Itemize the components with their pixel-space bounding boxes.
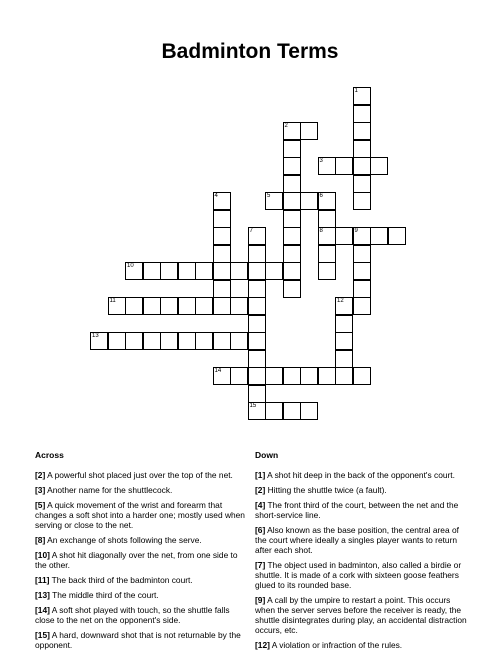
across-clue-15: [15] A hard, downward shot that is not returnable by the opponent. (35, 630, 241, 650)
clue-number: 6 (319, 193, 323, 199)
grid-cell[interactable] (230, 297, 248, 315)
grid-cell[interactable] (178, 332, 196, 350)
grid-cell[interactable] (265, 192, 283, 210)
grid-cell[interactable] (213, 367, 231, 385)
across-clue-14: [14] A soft shot played with touch, so the shuttle falls close to the net on the opponent's side. (35, 605, 230, 625)
grid-cell[interactable] (265, 262, 283, 280)
grid-cell[interactable] (90, 332, 108, 350)
grid-cell[interactable] (248, 402, 266, 420)
grid-cell[interactable] (213, 245, 231, 263)
grid-cell[interactable] (335, 315, 353, 333)
grid-cell[interactable] (353, 262, 371, 280)
grid-cell[interactable] (213, 192, 231, 210)
grid-cell[interactable] (353, 227, 371, 245)
clue-number: 5 (267, 193, 271, 199)
clue-number: 14 (214, 368, 222, 374)
down-clue-12: [12] A violation or infraction of the rules. (255, 640, 403, 650)
grid-cell[interactable] (353, 105, 371, 123)
grid-cell[interactable] (353, 280, 371, 298)
grid-cell[interactable] (353, 157, 371, 175)
grid-cell[interactable] (318, 227, 336, 245)
across-clue-2: [2] A powerful shot placed just over the top of the net. (35, 470, 233, 480)
grid-cell[interactable] (283, 245, 301, 263)
clue-number: 10 (127, 263, 134, 269)
grid-cell[interactable] (300, 402, 318, 420)
clue-number: 11 (109, 298, 116, 304)
grid-cell[interactable] (283, 140, 301, 158)
page-title: Badminton Terms (161, 40, 339, 63)
down-clue-2: [2] Hitting the shuttle twice (a fault). (255, 485, 387, 495)
grid-cell[interactable] (283, 227, 301, 245)
grid-cell[interactable] (300, 122, 318, 140)
across-clues (35, 450, 250, 655)
grid-cell[interactable] (318, 262, 336, 280)
grid-cell[interactable] (213, 210, 231, 228)
grid-cell[interactable] (388, 227, 406, 245)
grid-cell[interactable] (213, 280, 231, 298)
grid-cell[interactable] (230, 262, 248, 280)
grid-cell[interactable] (248, 350, 266, 368)
grid-cell[interactable] (283, 157, 301, 175)
grid-cell[interactable] (265, 367, 283, 385)
grid-cell[interactable] (195, 297, 213, 315)
grid-cell[interactable] (283, 122, 301, 140)
across-clue-10: [10] A shot hit diagonally over the net, from one side to the other. (35, 550, 238, 570)
grid-cell[interactable] (318, 157, 336, 175)
grid-cell[interactable] (335, 367, 353, 385)
grid-cell[interactable] (160, 332, 178, 350)
down-clues (255, 450, 470, 655)
grid-cell[interactable] (160, 297, 178, 315)
grid-cell[interactable] (353, 140, 371, 158)
grid-cell[interactable] (248, 385, 266, 403)
grid-cell[interactable] (300, 367, 318, 385)
clue-number: 9 (354, 228, 358, 234)
across-clue-8: [8] An exchange of shots following the serve. (35, 535, 202, 545)
clue-number: 8 (319, 228, 323, 234)
grid-cell[interactable] (125, 262, 143, 280)
grid-cell[interactable] (213, 227, 231, 245)
clue-number: 13 (92, 333, 99, 339)
grid-cell[interactable] (335, 227, 353, 245)
grid-cell[interactable] (230, 332, 248, 350)
grid-cell[interactable] (213, 332, 231, 350)
clue-number: 1 (354, 88, 358, 94)
grid-cell[interactable] (283, 367, 301, 385)
grid-cell[interactable] (265, 402, 283, 420)
across-clue-5: [5] A quick movement of the wrist and forearm that changes a soft shot into a harder one; mostly used when serving or close to the net. (35, 500, 245, 530)
grid-cell[interactable] (213, 262, 231, 280)
down-clue-1: [1] A shot hit deep in the back of the opponent's court. (255, 470, 455, 480)
grid-cell[interactable] (248, 315, 266, 333)
grid-cell[interactable] (283, 280, 301, 298)
grid-cell[interactable] (335, 332, 353, 350)
grid-cell[interactable] (335, 157, 353, 175)
grid-cell[interactable] (318, 192, 336, 210)
grid-cell[interactable] (283, 192, 301, 210)
grid-cell[interactable] (335, 297, 353, 315)
grid-cell[interactable] (370, 227, 388, 245)
grid-cell[interactable] (353, 245, 371, 263)
grid-cell[interactable] (248, 280, 266, 298)
grid-cell[interactable] (248, 227, 266, 245)
grid-cell[interactable] (160, 262, 178, 280)
grid-cell[interactable] (353, 122, 371, 140)
grid-cell[interactable] (353, 192, 371, 210)
clue-number: 2 (284, 123, 288, 129)
grid-cell[interactable] (283, 402, 301, 420)
grid-cell[interactable] (108, 297, 126, 315)
grid-cell[interactable] (143, 262, 161, 280)
grid-cell[interactable] (248, 297, 266, 315)
clue-number: 7 (249, 228, 253, 234)
across-clue-3: [3] Another name for the shuttlecock. (35, 485, 173, 495)
grid-cell[interactable] (248, 245, 266, 263)
grid-cell[interactable] (125, 297, 143, 315)
grid-cell[interactable] (108, 332, 126, 350)
grid-cell[interactable] (213, 297, 231, 315)
grid-cell[interactable] (248, 367, 266, 385)
clue-number: 12 (337, 298, 344, 304)
grid-cell[interactable] (353, 297, 371, 315)
grid-cell[interactable] (195, 332, 213, 350)
grid-cell[interactable] (283, 210, 301, 228)
grid-cell[interactable] (143, 297, 161, 315)
grid-cell[interactable] (283, 175, 301, 193)
grid-cell[interactable] (300, 192, 318, 210)
clue-number: 15 (249, 403, 257, 409)
grid-cell[interactable] (248, 262, 266, 280)
grid-cell[interactable] (230, 367, 248, 385)
down-clue-6: [6] Also known as the base position, the central area of the court where ideally a singles player wants to return after each shot. (255, 525, 459, 555)
clue-number: 3 (319, 158, 323, 164)
across-heading: Across (35, 450, 64, 460)
grid-cell[interactable] (125, 332, 143, 350)
grid-cell[interactable] (195, 262, 213, 280)
down-clue-9: [9] A call by the umpire to restart a point. This occurs when the server serves before the receiver is ready, the shuttle disintegrates during play, an accidental distraction occurs, etc. (255, 595, 467, 635)
grid-cell[interactable] (318, 210, 336, 228)
grid-cell[interactable] (353, 175, 371, 193)
down-clue-7: [7] The object used in badminton, also called a birdie or shuttle. It is made of a cork with sixteen goose feathers glued to its rounded base. (255, 560, 462, 590)
clue-number: 4 (214, 193, 218, 199)
grid-cell[interactable] (353, 367, 371, 385)
grid-cell[interactable] (178, 297, 196, 315)
grid-cell[interactable] (143, 332, 161, 350)
grid-cell[interactable] (353, 87, 371, 105)
across-clue-13: [13] The middle third of the court. (35, 590, 159, 600)
grid-cell[interactable] (370, 157, 388, 175)
grid-cell[interactable] (335, 350, 353, 368)
down-heading: Down (255, 450, 279, 460)
across-clue-11: [11] The back third of the badminton court. (35, 575, 193, 585)
grid-cell[interactable] (248, 332, 266, 350)
grid-cell[interactable] (178, 262, 196, 280)
grid-cell[interactable] (283, 262, 301, 280)
grid-cell[interactable] (318, 245, 336, 263)
down-clue-4: [4] The front third of the court, between the net and the short-service line. (255, 500, 459, 520)
grid-cell[interactable] (318, 367, 336, 385)
